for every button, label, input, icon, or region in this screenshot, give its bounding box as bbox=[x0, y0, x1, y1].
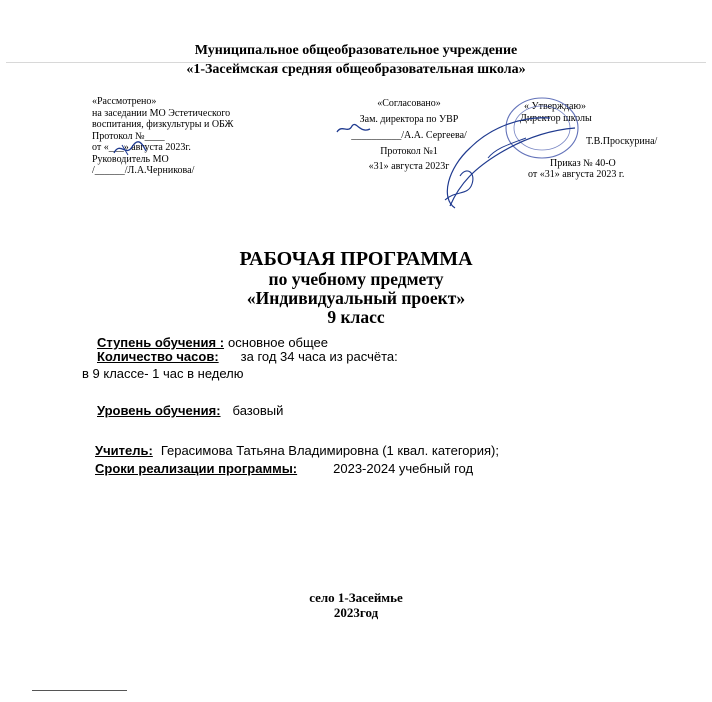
footer-place: село 1-Засеймье bbox=[309, 590, 403, 605]
period-row bbox=[95, 460, 473, 478]
hours-detail: в 9 классе- 1 час в неделю bbox=[82, 366, 244, 381]
level-value: основное общее bbox=[228, 335, 329, 350]
school-stamp bbox=[430, 88, 590, 216]
hours-value: за год 34 часа из расчёта: bbox=[240, 349, 398, 364]
page-edge-line bbox=[32, 690, 127, 691]
doc-grade: 9 класс bbox=[327, 307, 385, 327]
approved-line: Приказ № 40-О bbox=[550, 157, 616, 169]
period-value: 2023-2024 учебный год bbox=[333, 461, 474, 476]
school-name: «1-Засеймская средняя общеобразовательная школа» bbox=[186, 62, 526, 77]
doc-subject-name: «Индивидуальный проект» bbox=[246, 288, 466, 308]
reviewed-line: от «___» августа 2023г. bbox=[92, 142, 191, 153]
footer-year: 2023год bbox=[333, 605, 379, 620]
agreed-line: __________/А.А. Сергеева/ bbox=[351, 130, 467, 141]
hours-label: Количество часов: bbox=[97, 349, 219, 364]
reviewed-line: «Рассмотрено» bbox=[92, 96, 157, 107]
approved-line: Т.В.Проскурина/ bbox=[586, 136, 658, 147]
reviewed-line: Руководитель МО bbox=[92, 153, 169, 165]
reviewed-block bbox=[92, 96, 234, 177]
reviewed-line: Протокол №____ bbox=[92, 130, 165, 142]
study-level-row bbox=[97, 402, 283, 420]
reviewer-signature bbox=[110, 139, 150, 159]
period-label: Сроки реализации программы: bbox=[95, 461, 298, 476]
agreed-line: «Согласовано» bbox=[377, 98, 441, 109]
approved-line: « Утверждаю» bbox=[524, 101, 586, 112]
hours-row bbox=[97, 348, 398, 366]
study-level-label: Уровень обучения: bbox=[97, 403, 221, 418]
teacher-label: Учитель: bbox=[95, 443, 153, 458]
doc-subject-line: по учебному предмету bbox=[268, 269, 444, 289]
doc-title: РАБОЧАЯ ПРОГРАММА bbox=[239, 248, 473, 270]
reviewed-line: воспитания, физкультуры и ОБЖ bbox=[92, 119, 234, 130]
agreed-line: «31» августа 2023г bbox=[368, 161, 450, 172]
reviewed-line: /______/Л.А.Черникова/ bbox=[92, 165, 195, 176]
agreed-line: Зам. директора по УВР bbox=[359, 113, 459, 125]
agreed-line: Протокол №1 bbox=[380, 145, 438, 157]
deputy-signature bbox=[334, 120, 374, 138]
teacher-value: Герасимова Татьяна Владимировна (1 квал. категория); bbox=[160, 443, 499, 458]
study-level-value: базовый bbox=[232, 403, 284, 418]
approved-line: от «31» августа 2023 г. bbox=[528, 169, 625, 180]
school-type: Муниципальное общеобразовательное учреждение bbox=[194, 43, 518, 58]
level-label: Ступень обучения : bbox=[97, 335, 225, 350]
reviewed-line: на заседании МО Эстетического bbox=[92, 107, 231, 119]
teacher-row bbox=[95, 442, 499, 460]
approved-line: Директор школы bbox=[520, 112, 592, 124]
